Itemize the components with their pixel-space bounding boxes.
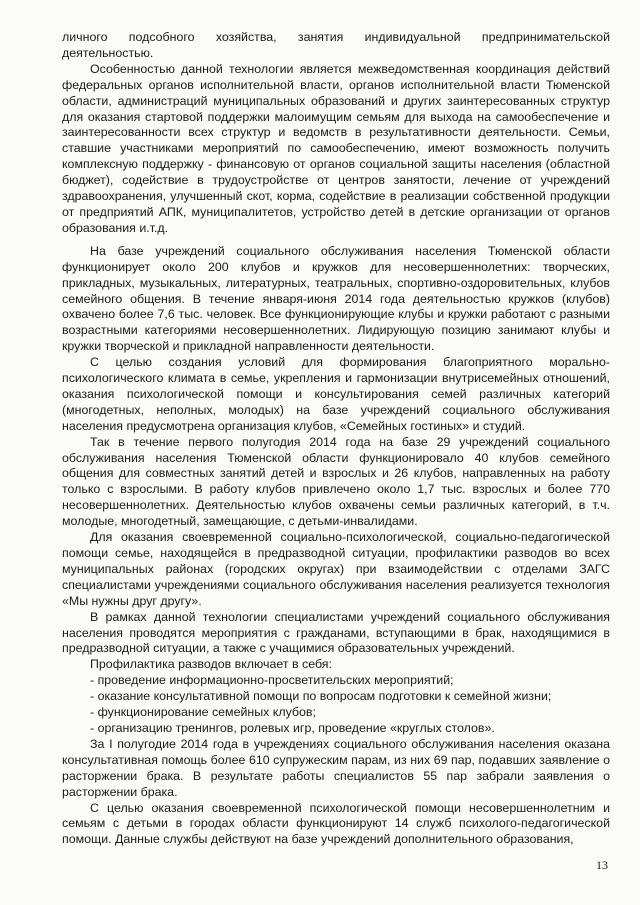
paragraph: Профилактика разводов включает в себя: xyxy=(90,657,332,672)
paragraph: Особенностью данной технологии является межведомственная координация действий федеральных органов исполнительной власти, органов исполнительной власти Тюменской области, администраций муниципальных образований и других заинтересованных структур для оказания стартовой поддержки малоимущим семьям для выхода на самообеспечение и заинтересованности всех структур и ведомств в результативности деятельности. Семьи, ставшие участниками мероприятий по самообеспечению, имеют возможность получить комплексную поддержку - финансовую от органов социальной защиты населения (областной бюджет), содействие в трудоустройстве от центров занятости, лечение от учреждений здравоохранения, улучшенный скот, корма, содействие в реализации собственной продукции от предприятий АПК, муниципалитетов, устройство детей в детские организации от органов образования и.т.д. xyxy=(62,61,610,235)
paragraph: За I полугодие 2014 года в учреждениях социального обслуживания населения оказана консультативная помощь более 610 супружеским парам, из них 69 пар, подавших заявление о расторжении брака. В результате работы специалистов 55 пар забрали заявления о расторжении брака. xyxy=(62,736,610,799)
body-text xyxy=(62,30,610,848)
paragraph: С целью создания условий для формирования благоприятного морально-психологического климата в семье, укрепления и гармонизации внутрисемейных отношений, оказания психологической помощи и консультирования семей различных категорий (многодетных, неполных, молодых) на базе учреждений социального обслуживания населения предусмотрена организация клубов, «Семейных гостиных» и студий. xyxy=(62,355,610,433)
paragraph: В рамках данной технологии специалистами учреждений социального обслуживания населения проводятся мероприятия с гражданами, вступающими в брак, находящимися в предразводной ситуации, а также с учащимися образовательных учреждений. xyxy=(62,609,610,656)
list-item: - функционирование семейных клубов; xyxy=(90,705,316,720)
list-item: - организацию тренингов, ролевых игр, проведение «круглых столов». xyxy=(90,720,495,735)
list-item: - оказание консультативной помощи по вопросам подготовки к семейной жизни; xyxy=(90,689,552,704)
paragraph: Для оказания своевременной социально-психологической, социально-педагогической помощи семье, находящейся в предразводной ситуации, профилактики разводов во всех муниципальных районах (городских округах) при взаимодействии с отделами ЗАГС специалистами учреждениями социального обслуживания населения реализуется технология «Мы нужны друг другу». xyxy=(62,530,610,608)
paragraph: Так в течение первого полугодия 2014 года на базе 29 учреждений социального обслуживания населения Тюменской области функционировало 40 клубов семейного общения для совместных занятий детей и взрослых и 26 клубов, направленных на работу только с взрослыми. В работу клубов привлечено около 1,7 тыс. взрослых и более 770 несовершеннолетних. Деятельностью клубов охвачены семьи различных категорий, в т.ч. молодые, многодетный, замещающие, с детьми-инвалидами. xyxy=(62,434,610,529)
paragraph: На базе учреждений социального обслуживания населения Тюменской области функционирует около 200 клубов и кружков для несовершеннолетних: творческих, прикладных, музыкальных, литературных, театральных, спортивно-оздоровительных, клубов семейного общения. В течение января-июня 2014 года деятельностью кружков (клубов) охвачено более 7,6 тыс. человек. Все функционирующие клубы и кружки работают с разными возрастными категориями несовершеннолетних. Лидирующую позицию занимают клубы и кружки творческой и прикладной направленности деятельности. xyxy=(62,243,610,354)
paragraph: личного подсобного хозяйства, занятия индивидуальной предпринимательской деятельностью. xyxy=(62,30,610,60)
page-number: 13 xyxy=(596,858,608,872)
paragraph: С целью оказания своевременной психологической помощи несовершеннолетним и семьям с детьми в городах области функционируют 14 служб психолого-педагогической помощи. Данные службы действуют на базе учреждений дополнительного образования, xyxy=(62,800,610,847)
list-item: - проведение информационно-просветительских мероприятий; xyxy=(90,673,454,688)
